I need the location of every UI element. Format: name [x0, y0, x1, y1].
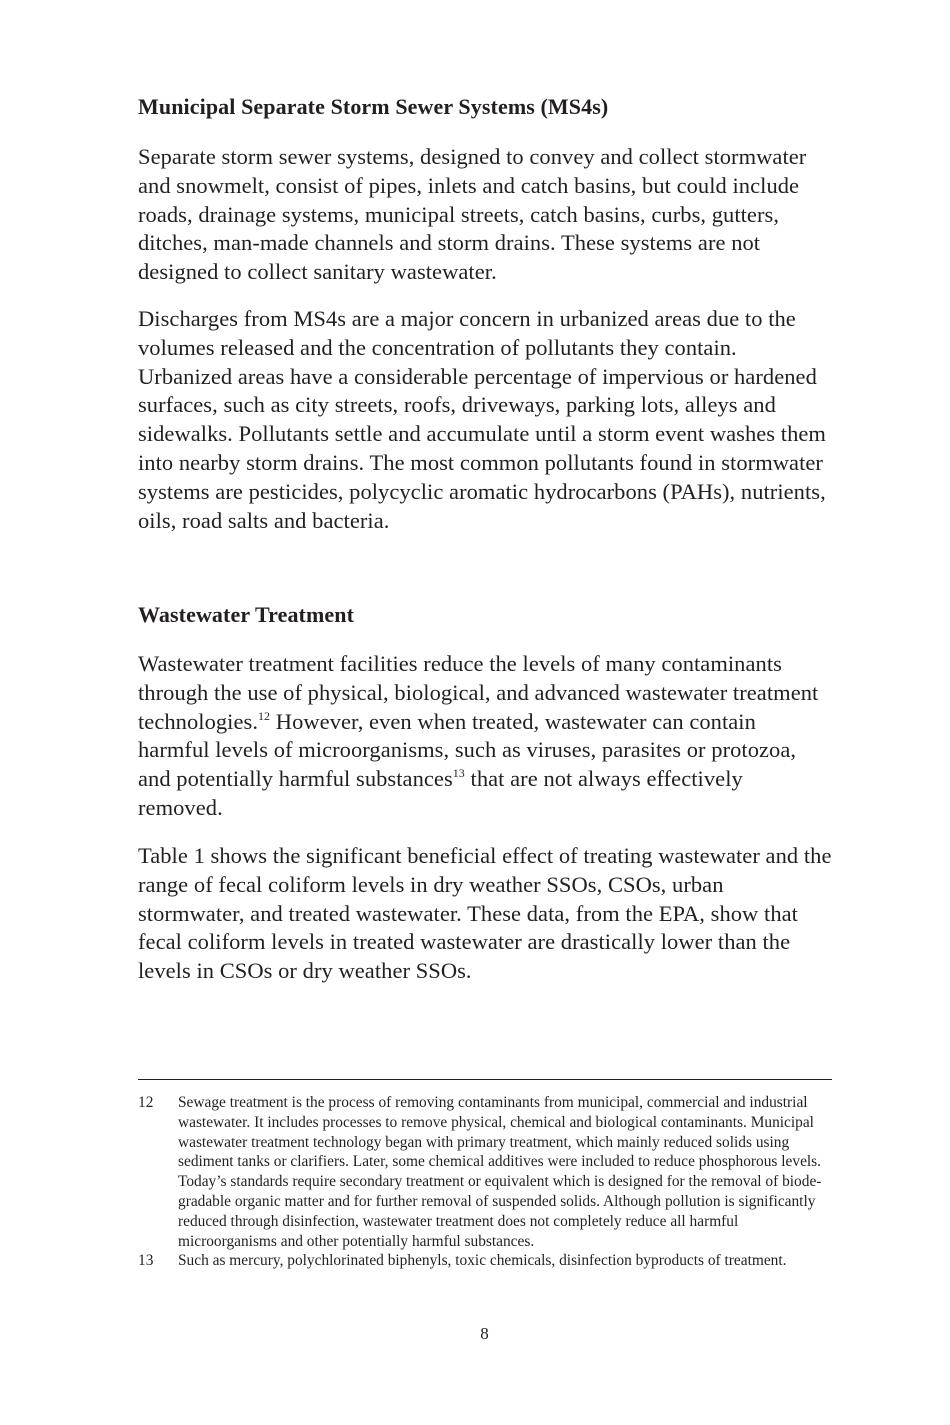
footnote-divider: [138, 1079, 832, 1080]
footnote-12: [138, 1093, 832, 1251]
paragraph-text: that are not always effectively removed.: [138, 766, 743, 820]
section-heading-ms4: Municipal Separate Storm Sewer Systems (MS4s): [138, 94, 609, 119]
footnote-text: Sewage treatment is the process of removing contaminants from municipal, commercial and industrial wastewater. It includes processes to remove physical, chemical and biological contaminants. Municipal wastewater treatment technology began with primary treatment, which mainly reduced solids using sediment tanks or clarifiers. Later, some chemical additives were included to reduce phosphorous levels. Today’s standards require secondary treatment or equivalent which is designed for the removal of biodegradable organic matter and for further removal of suspended solids. Although pollution is significantly reduced through disinfection, wastewater treatment does not completely reduce all harmful microorganisms and other potentially harmful substances.: [178, 1094, 822, 1250]
footnotes: [138, 1093, 832, 1271]
paragraph-table-reference: Table 1 shows the significant beneficial effect of treating wastewater and the range of fecal coliform levels in dry weather SSOs, CSOs, urban stormwater, and treated wastewater. These data, from the EPA, show that fecal coliform levels in treated wastewater are drastically lower than the levels in CSOs or dry weather SSOs.: [138, 843, 832, 984]
paragraph-text: Wastewater treatment facilities reduce the levels of many contaminants through the use of physical, biological, and advanced wastewater treatment technologies.: [138, 651, 819, 734]
paragraph-ms4-definition: Separate storm sewer systems, designed to convey and collect stormwater and snowmelt, consist of pipes, inlets and catch basins, but could include roads, drainage systems, municipal streets, catch basins, curbs, gutters, ditches, man-made channels and storm drains. These systems are not designed to collect sanitary wastewater.: [138, 144, 807, 285]
footnote-text: Such as mercury, polychlorinated biphenyls, toxic chemicals, disinfection byproducts of treatment.: [178, 1252, 787, 1270]
section-heading-wastewater: Wastewater Treatment: [138, 602, 355, 627]
page-number: 8: [480, 1324, 489, 1343]
paragraph-text: However, even when treated, wastewater can contain harmful levels of microorganisms, such as viruses, parasites or protozoa, and potentially harmful substances: [138, 708, 797, 792]
paragraph-ms4-discharges: Discharges from MS4s are a major concern in urbanized areas due to the volumes released and the concentration of pollutants they contain. Urbanized areas have a considerable percentage of impervious or hardened surfaces, such as city streets, roofs, driveways, parking lots, alleys and sidewalks. Pollutants settle and accumulate until a storm event washes them into nearby storm drains. The most common pollutants found in stormwater systems are pesticides, polycyclic aromatic hydrocarbons (PAHs), nutrients, oils, road salts and bacteria.: [138, 306, 826, 533]
footnote-ref-13[interactable]: 13: [452, 766, 465, 781]
footnote-ref-12[interactable]: 12: [258, 708, 271, 723]
footnote-13: [138, 1251, 832, 1271]
footnote-number: 13: [138, 1252, 154, 1270]
footnote-number: 12: [138, 1094, 154, 1111]
paragraph-wastewater-treatment: [138, 650, 832, 823]
